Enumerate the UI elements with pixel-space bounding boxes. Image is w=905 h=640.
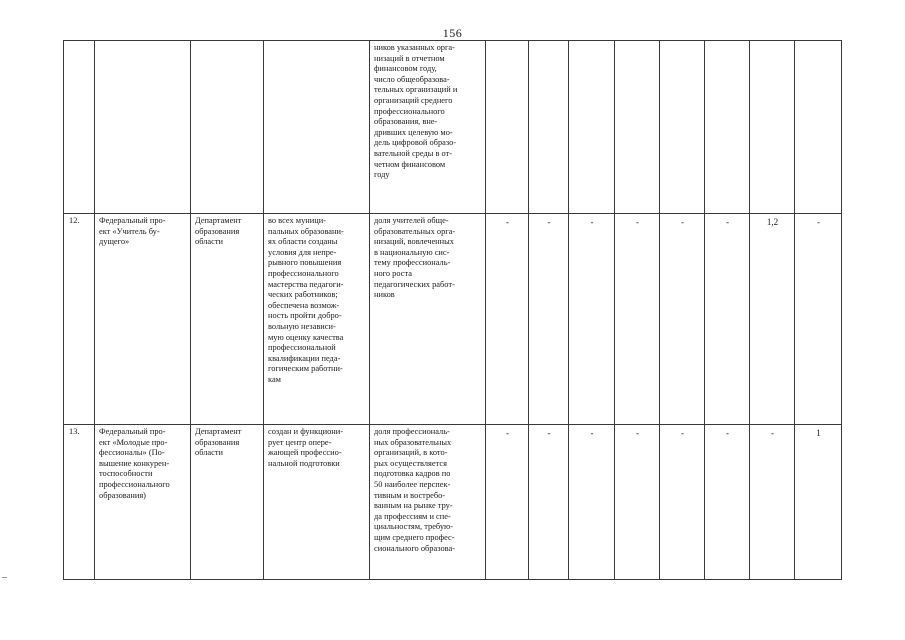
- page-number: 156: [442, 26, 463, 40]
- value-cell: -: [615, 425, 660, 580]
- program-table: [63, 40, 842, 580]
- value-cell: [660, 41, 705, 214]
- value-cell: [750, 41, 795, 214]
- value-cell: -: [660, 214, 705, 425]
- result-cell: [264, 41, 370, 214]
- value-cell: -: [795, 214, 842, 425]
- project-cell: Федеральный про- ект «Учитель бу- дущего»: [95, 214, 191, 425]
- project-cell: [95, 41, 191, 214]
- row-number-cell: 13.: [64, 425, 95, 580]
- row-number-cell: [64, 41, 95, 214]
- table-row: [64, 214, 842, 425]
- value-cell: -: [529, 425, 569, 580]
- value-cell: -: [569, 425, 615, 580]
- value-cell: [529, 41, 569, 214]
- department-cell: [191, 41, 264, 214]
- value-cell: -: [486, 425, 529, 580]
- value-cell: [705, 41, 750, 214]
- value-cell: [795, 41, 842, 214]
- value-cell: -: [705, 425, 750, 580]
- result-cell: во всех муници- пальных образовани- ях области созданы условия для непре- рывного повышения профессионального мастерства педагоги- ческих работников; обеспечена возмож- ность пройти добро- вольную независи- мую оценку качества профессиональной квалификации педа- гогическим работни- кам: [264, 214, 370, 425]
- scan-edge-mark: [2, 577, 7, 578]
- row-number-cell: 12.: [64, 214, 95, 425]
- value-cell: [615, 41, 660, 214]
- value-cell: -: [615, 214, 660, 425]
- result-cell: создан и функциони- рует центр опере- жающей профессио- нальной подготовки: [264, 425, 370, 580]
- value-cell: -: [529, 214, 569, 425]
- indicator-cell: ников указанных орга- низаций в отчетном финансовом году, число общеобразова- тельных организаций и организаций среднего профессионального образования, вне- дривших целевую мо- дель цифровой образо- вательной среды в от- четном финансовом году: [370, 41, 486, 214]
- value-cell: -: [750, 425, 795, 580]
- value-cell: -: [660, 425, 705, 580]
- value-cell: -: [486, 214, 529, 425]
- value-cell: -: [705, 214, 750, 425]
- table-row: [64, 425, 842, 580]
- department-cell: Департамент образования области: [191, 214, 264, 425]
- indicator-cell: доля профессиональ- ных образовательных организаций, в кото- рых осуществляется подготовка кадров по 50 наиболее перспек- тивным и востребо- ванным на рынке тру- да профессиям и спе- циальностям, требую- щим среднего профес- сионального образова-: [370, 425, 486, 580]
- value-cell: 1: [795, 425, 842, 580]
- value-cell: [486, 41, 529, 214]
- value-cell: 1,2: [750, 214, 795, 425]
- department-cell: Департамент образования области: [191, 425, 264, 580]
- table-row: [64, 41, 842, 214]
- project-cell: Федеральный про- ект «Молодые про- фессионалы» (По- вышение конкурен- тоспособности профессионального образования): [95, 425, 191, 580]
- indicator-cell: доля учителей обще- образовательных орга- низаций, вовлеченных в национальную сис- тему профессиональ- ного роста педагогических работ- ников: [370, 214, 486, 425]
- value-cell: [569, 41, 615, 214]
- value-cell: -: [569, 214, 615, 425]
